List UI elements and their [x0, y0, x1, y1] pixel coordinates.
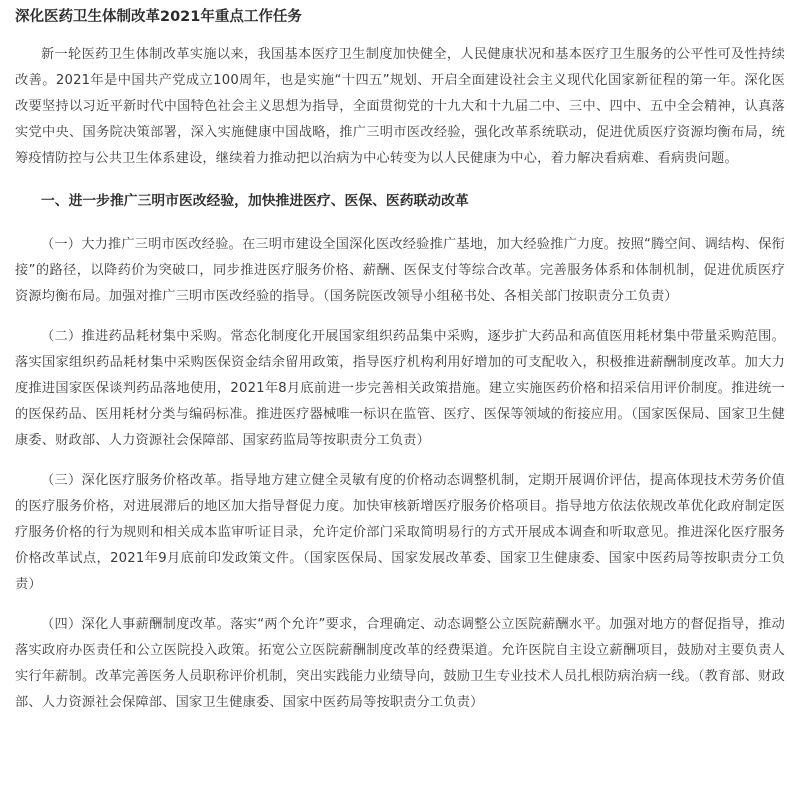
task-item-2: （二）推进药品耗材集中采购。常态化制度化开展国家组织药品集中采购，逐步扩大药品和高值医用耗材集中带量采购范围。落实国家组织药品耗材集中采购医保资金结余留用政策，指导医疗机构利用好增加的可支配收入，积极推进薪酬制度改革。加大力度推进国家医保谈判药品落地使用，2021年8月底前进一步完善相关政策措施。建立实施医药价格和招采信用评价制度。推进统一的医保药品、医用耗材分类与编码标准。推进医疗器械唯一标识在监管、医疗、医保等领域的衔接应用。（国家医保局、国家卫生健康委、财政部、人力资源社会保障部、国家药监局等按职责分工负责）: [15, 329, 785, 448]
task-item-1: （一）大力推广三明市医改经验。在三明市建设全国深化医改经验推广基地，加大经验推广力度。按照“腾空间、调结构、保衔接”的路径，以降药价为突破口，同步推进医疗服务价格、薪酬、医保支付等综合改革。完善服务体系和体制机制，促进优质医疗资源均衡布局。加强对推广三明市医改经验的指导。（国务院医改领导小组秘书处、各相关部门按职责分工负责）: [15, 237, 785, 304]
task-item-4: （四）深化人事薪酬制度改革。落实“两个允许”要求，合理确定、动态调整公立医院薪酬水平。加强对地方的督促指导，推动落实政府办医责任和公立医院投入政策。拓宽公立医院薪酬制度改革的经费渠道。允许医院自主设立薪酬项目，鼓励对主要负责人实行年薪制。改革完善医务人员职称评价机制，突出实践能力业绩导向，鼓励卫生专业技术人员扎根防病治病一线。（教育部、财政部、人力资源社会保障部、国家卫生健康委、国家中医药局等按职责分工负责）: [15, 617, 785, 710]
task-item-3: （三）深化医疗服务价格改革。指导地方建立健全灵敏有度的价格动态调整机制，定期开展调价评估，提高体现技术劳务价值的医疗服务价格，对进展滞后的地区加大指导督促力度。加快审核新增医疗服务价格项目。指导地方依法依规改革优化政府制定医疗服务价格的行为规则和相关成本监审听证目录，允许定价部门采取简明易行的方式开展成本调查和听取意见。推进深化医疗服务价格改革试点，2021年9月底前印发政策文件。（国家医保局、国家发展改革委、国家卫生健康委、国家中医药局等按职责分工负责）: [15, 473, 785, 592]
article: [15, 6, 785, 716]
article-title: 深化医药卫生体制改革2021年重点工作任务: [15, 9, 302, 25]
section-heading-1: 一、进一步推广三明市医改经验，加快推进医疗、医保、医药联动改革: [41, 193, 469, 209]
intro-paragraph: 新一轮医药卫生体制改革实施以来，我国基本医疗卫生制度加快健全，人民健康状况和基本医疗卫生服务的公平性可及性持续改善。2021年是中国共产党成立100周年，也是实施“十四五”规划、开启全面建设社会主义现代化国家新征程的第一年。深化医改要坚持以习近平新时代中国特色社会主义思想为指导，全面贯彻党的十九大和十九届二中、三中、四中、五中全会精神，认真落实党中央、国务院决策部署，深入实施健康中国战略，推广三明市医改经验，强化改革系统联动，促进优质医疗资源均衡布局，统筹疫情防控与公共卫生体系建设，继续着力推动把以治病为中心转变为以人民健康为中心，着力解决看病难、看病贵问题。: [15, 47, 785, 166]
